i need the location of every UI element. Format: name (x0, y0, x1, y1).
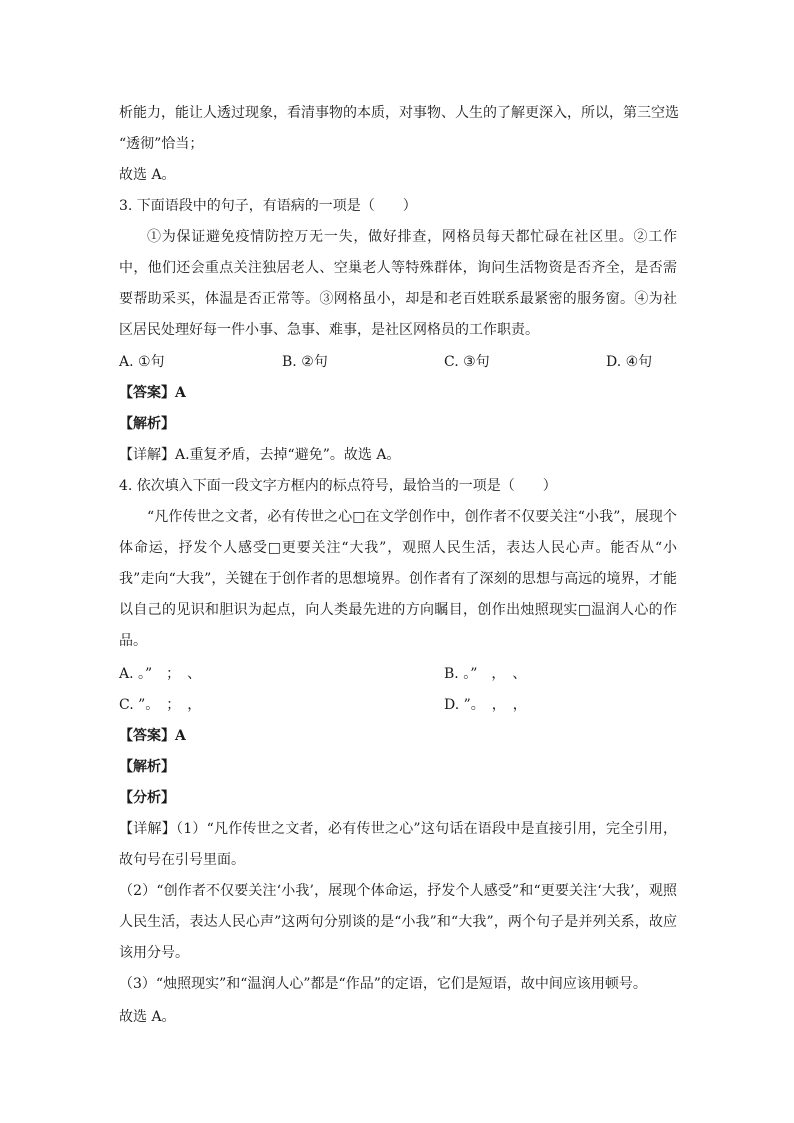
question-4-option-b: B. 。” ， 、 (444, 666, 527, 682)
question-4-option-a: A. 。” ； 、 (119, 666, 202, 682)
question-4-detail-3: （3）“烛照现实”和“温润人心”都是“作品”的定语，它们是短语，故中间应该用顿号。 (119, 976, 647, 992)
question-3-passage: ①为保证避免疫情防控万无一失，做好排查，网格员每天都忙碌在社区里。②工作中，他们还会重点关注独居老人、空巢老人等特殊群体，询问生活物资是否齐全，是否需要帮助采买，体温是否正常等。③网格虽小，却是和老百姓联系最紧密的服务窗。④为社区居民处理好每一件小事、急事、难事，是社区网格员的工作职责。 (119, 229, 677, 338)
question-4-analysis: 【解析】 (119, 759, 175, 775)
question-4-passage: “凡作传世之文者，必有传世之心□在文学创作中，创作者不仅要关注“小我”，展现个体命运，抒发个人感受□更要关注“大我”，观照人民生活，表达人民心声。能否从“小我”走向“大我”，关键在于创作者的思想境界。创作者有了深刻的思想与高远的境界，才能以自己的见识和胆识为起点，向人类最先进的方向瞩目，创作出烛照现实□温润人心的作品。 (119, 509, 677, 649)
question-3-option-c: C. ③句 (444, 354, 490, 370)
question-3-answer: 【答案】A (119, 385, 186, 401)
question-3-option-d: D. ④句 (606, 354, 653, 370)
question-4-fenxi: 【分析】 (119, 790, 175, 806)
question-3-option-a: A. ①句 (119, 354, 165, 370)
question-4-conclusion: 故选 A。 (119, 1009, 176, 1025)
intro-line-2: “透彻”恰当； (119, 136, 204, 152)
question-3-stem: 3. 下面语段中的句子，有语病的一项是（ ） (119, 198, 417, 214)
intro-line-1: 析能力，能让人透过现象，看清事物的本质，对事物、人生的了解更深入，所以，第三空选 (119, 105, 679, 121)
question-4-detail-2: （2）“创作者不仅要关注‘小我’，展现个体命运，抒发个人感受”和“更要关注‘大我’，观照人民生活，表达人民心声”这两句分别谈的是“小我”和“大我”，两个句子是并列关系，故应该用分号。 (119, 883, 677, 961)
question-3-detail: 【详解】A.重复矛盾，去掉“避免”。故选 A。 (119, 447, 401, 463)
question-3-option-b: B. ②句 (282, 354, 328, 370)
intro-line-3: 故选 A。 (119, 167, 176, 183)
question-4-option-c: C. ”。 ； ， (119, 697, 202, 713)
question-4-option-d: D. ”。 ， ， (444, 697, 527, 713)
question-4-detail-1: 【详解】（1）“凡作传世之文者，必有传世之心”这句话在语段中是直接引用，完全引用，故句号在引号里面。 (119, 821, 677, 868)
question-4-answer: 【答案】A (119, 728, 186, 744)
question-3-analysis: 【解析】 (119, 416, 175, 432)
question-4-stem: 4. 依次填入下面一段文字方框内的标点符号，最恰当的一项是（ ） (119, 478, 557, 494)
